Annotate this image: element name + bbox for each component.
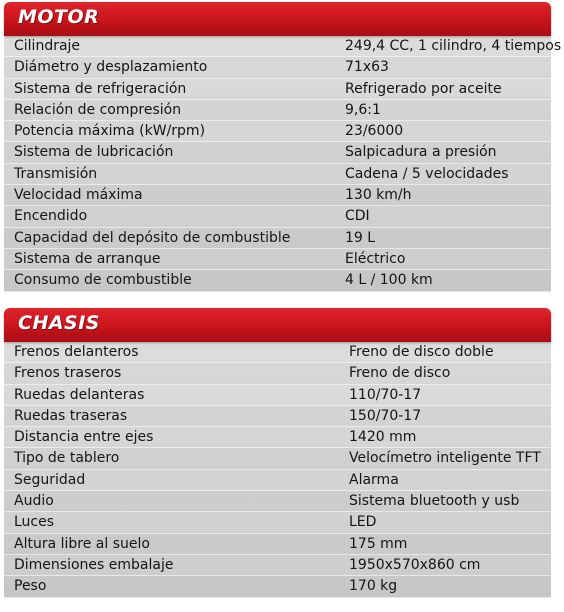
chasis-title: CHASIS <box>18 312 100 334</box>
spec-value: 175 mm <box>349 535 408 552</box>
spec-value: Eléctrico <box>345 250 406 267</box>
spec-row <box>4 342 551 363</box>
spec-label: Ruedas delanteras <box>14 386 145 403</box>
spec-row <box>4 491 551 512</box>
spec-value: Freno de disco doble <box>349 344 494 360</box>
spec-label: Encendido <box>14 208 88 225</box>
spec-value: 71x63 <box>345 59 389 76</box>
spec-value: 130 km/h <box>345 187 412 204</box>
spec-value: 9,6:1 <box>345 101 381 118</box>
spec-label: Transmisión <box>14 165 98 182</box>
spec-row <box>4 121 551 142</box>
spec-row <box>4 555 551 576</box>
spec-row <box>4 79 551 100</box>
spec-value: 19 L <box>345 229 376 246</box>
spec-label: Luces <box>14 514 55 531</box>
spec-value: Cadena / 5 velocidades <box>345 165 509 182</box>
spec-value: 150/70-17 <box>349 407 422 424</box>
spec-value: 249,4 CC, 1 cilindro, 4 tiempos <box>345 38 562 54</box>
spec-label: Dimensiones embalaje <box>14 556 174 573</box>
spec-value: 110/70-17 <box>349 386 422 403</box>
spec-value: Refrigerado por aceite <box>345 80 502 97</box>
spec-row <box>4 36 562 57</box>
spec-row <box>4 100 551 121</box>
spec-label: Relación de compresión <box>14 101 182 118</box>
spec-row <box>4 406 551 427</box>
spec-label: Sistema de refrigeración <box>14 80 187 97</box>
spec-row <box>4 576 551 597</box>
spec-label: Consumo de combustible <box>14 272 192 289</box>
spec-label: Frenos traseros <box>14 365 122 382</box>
spec-value: LED <box>349 514 377 531</box>
spec-row <box>4 534 551 555</box>
spec-label: Frenos delanteros <box>14 344 139 360</box>
spec-label: Distancia entre ejes <box>14 429 154 446</box>
spec-label: Audio <box>14 493 54 510</box>
spec-label: Capacidad del depósito de combustible <box>14 229 291 246</box>
chasis-header <box>4 308 551 342</box>
spec-label: Sistema de lubricación <box>14 144 174 161</box>
spec-label: Ruedas traseras <box>14 407 128 424</box>
spec-label: Altura libre al suelo <box>14 535 150 552</box>
spec-row <box>4 385 551 406</box>
spec-label: Sistema de arranque <box>14 250 161 267</box>
spec-row <box>4 57 551 78</box>
spec-label: Cilindraje <box>14 38 81 54</box>
spec-value: 1950x570x860 cm <box>349 556 481 573</box>
spec-value: 23/6000 <box>345 123 404 140</box>
spec-row <box>4 142 551 163</box>
motor-title: MOTOR <box>18 6 100 28</box>
spec-row <box>4 164 551 185</box>
spec-label: Seguridad <box>14 471 86 488</box>
spec-label: Potencia máxima (kW/rpm) <box>14 123 206 140</box>
spec-value: CDI <box>345 208 370 225</box>
spec-row <box>4 206 551 227</box>
spec-row <box>4 363 551 384</box>
spec-value: Freno de disco <box>349 365 451 382</box>
spec-value: 170 kg <box>349 578 398 595</box>
spec-value: Sistema bluetooth y usb <box>349 493 520 510</box>
spec-row <box>4 427 551 448</box>
spec-row <box>4 185 551 206</box>
motor-spec-table <box>4 36 562 292</box>
spec-row <box>4 249 551 270</box>
spec-row <box>4 470 551 491</box>
spec-label: Velocidad máxima <box>14 187 143 204</box>
motor-header <box>4 2 551 36</box>
spec-value: Salpicadura a presión <box>345 144 497 161</box>
spec-label: Tipo de tablero <box>14 450 120 467</box>
spec-row <box>4 228 551 249</box>
motor-section <box>4 2 562 292</box>
spec-value: 1420 mm <box>349 429 417 446</box>
spec-value: 4 L / 100 km <box>345 272 433 289</box>
spec-row <box>4 270 551 291</box>
spec-row <box>4 512 551 533</box>
spec-row <box>4 448 551 469</box>
spec-value: Alarma <box>349 471 399 488</box>
chasis-section <box>4 308 551 598</box>
chasis-spec-table <box>4 342 551 598</box>
spec-label: Peso <box>14 578 47 595</box>
spec-value: Velocímetro inteligente TFT <box>349 450 541 467</box>
spec-label: Diámetro y desplazamiento <box>14 59 208 76</box>
